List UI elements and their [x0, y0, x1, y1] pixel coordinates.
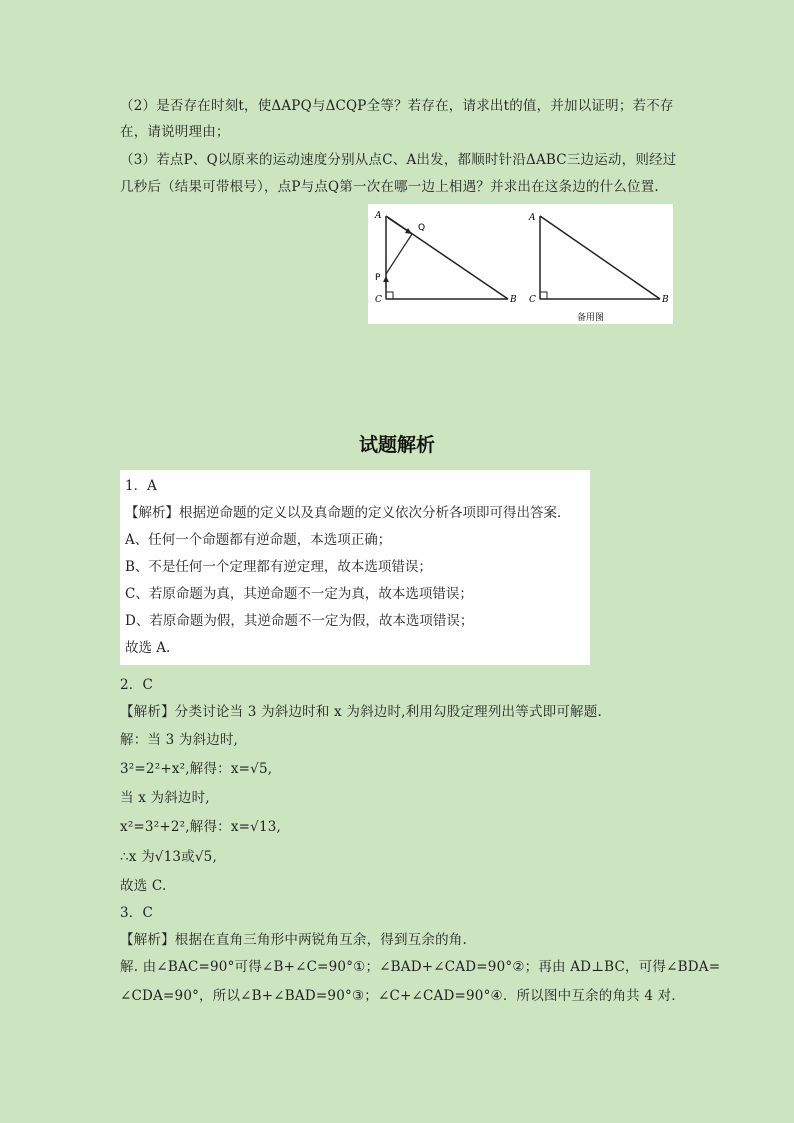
label-C-left: C: [375, 295, 382, 305]
label-B-right: B: [662, 295, 669, 305]
answer-2-analysis: 【解析】分类讨论当 3 为斜边时和 x 为斜边时,利用勾股定理列出等式即可解题.: [120, 704, 602, 720]
question-2-line-1: （2）是否存在时刻t，使ΔAPQ与ΔCQP全等？若存在，请求出t的值，并加以证明；若不存: [120, 98, 674, 114]
question-3-line-1: （3）若点P、Q以原来的运动速度分别从点C、A出发，都顺时针沿ΔABC三边运动，则经过: [120, 152, 677, 168]
answer-3-solution-line-1: 解. 由∠BAC=90°可得∠B+∠C=90°①；∠BAD+∠CAD=90°②；再由 AD⊥BC，可得∠BDA=: [120, 959, 721, 975]
label-B-left: B: [510, 295, 517, 305]
label-A-right: A: [529, 213, 536, 223]
question-3-line-2: 几秒后（结果可带根号），点P与点Q第一次在哪一边上相遇？并求出在这条边的什么位置.: [120, 179, 659, 195]
answer-1-option-a: A、任何一个命题都有逆命题，本选项正确；: [125, 532, 392, 548]
answer-3-solution-line-2: ∠CDA=90°，所以∠B+∠BAD=90°③；∠C+∠CAD=90°④．所以图中互余的角共 4 对．: [120, 988, 686, 1004]
section-title: 试题解析: [358, 434, 435, 456]
answer-2-step-4: x²=3²+2²,解得：x=√13,: [120, 819, 282, 835]
answer-1-analysis: 【解析】根据逆命题的定义以及真命题的定义依次分析各项即可得出答案．: [125, 505, 571, 521]
answer-1-box: [120, 470, 590, 665]
label-C-right: C: [529, 295, 536, 305]
triangle-figure: [368, 204, 673, 324]
answer-2-step-1: 解：当 3 为斜边时,: [120, 732, 239, 748]
answer-2-choice: 故选 C.: [120, 878, 167, 894]
triangle-diagrams: [368, 204, 673, 324]
answer-2-step-3: 当 x 为斜边时,: [120, 790, 210, 806]
figure-caption: 备用图: [577, 313, 605, 323]
label-Q: Q: [418, 223, 426, 233]
answer-2-step-5: ∴x 为√13或√5,: [120, 849, 217, 865]
label-P: P: [375, 273, 381, 283]
answer-1-choice: 故选 A.: [125, 640, 171, 656]
answer-1-option-d: D、若原命题为假，其逆命题不一定为假，故本选项错误；: [125, 613, 474, 629]
answer-1-number: 1．A: [125, 478, 157, 494]
question-2-line-2: 在，请说明理由；: [120, 124, 230, 140]
answer-2-number: 2．C: [120, 677, 154, 693]
answer-3-number: 3．C: [120, 905, 154, 921]
answer-2-step-2: 3²=2²+x²,解得：x=√5,: [120, 761, 273, 777]
answer-1-option-c: C、若原命题为真，其逆命题不一定为真，故本选项错误；: [125, 586, 473, 602]
label-A-left: A: [375, 211, 382, 221]
answer-1-option-b: B、不是任何一个定理都有逆定理，故本选项错误；: [125, 559, 432, 575]
answer-3-analysis: 【解析】根据在直角三角形中两锐角互余，得到互余的角.: [120, 932, 467, 948]
